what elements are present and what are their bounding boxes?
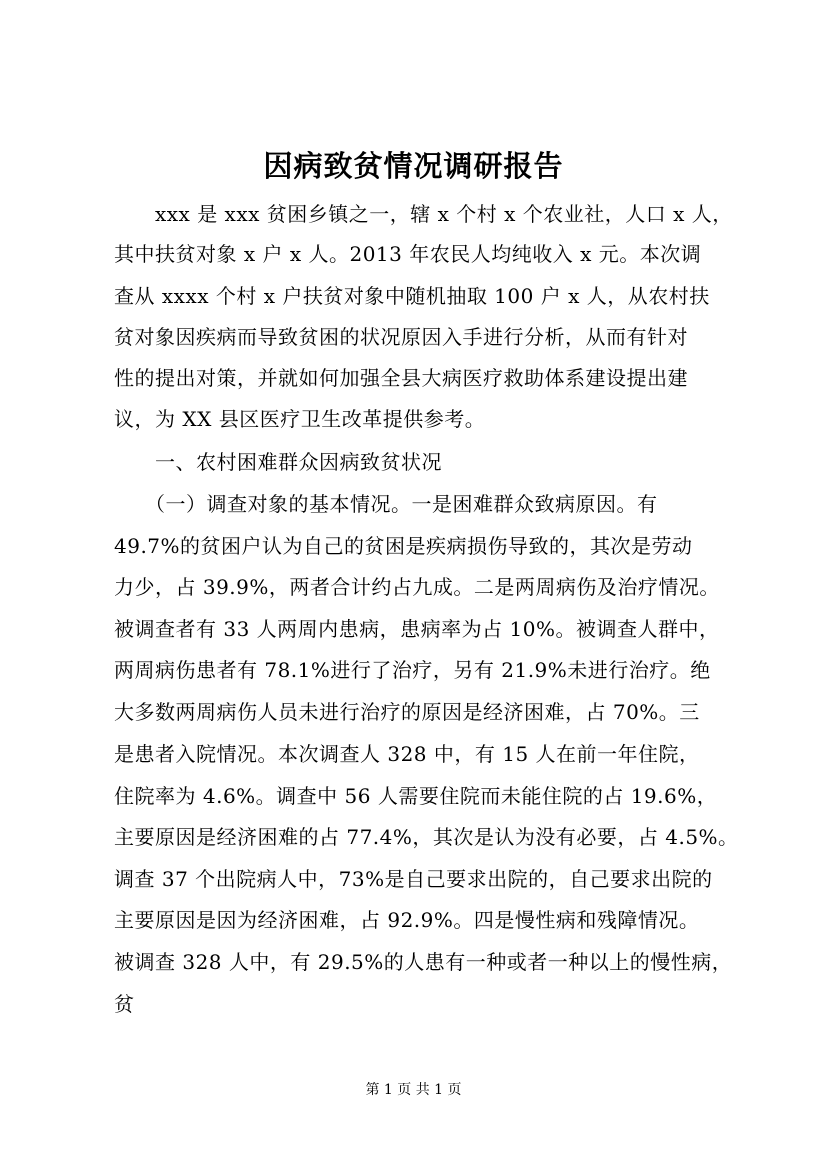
body-line: 贫对象因疾病而导致贫困的状况原因入手进行分析，从而有针对 xyxy=(114,325,688,349)
body-line: 性的提出对策，并就如何加强全县大病医疗救助体系建设提出建 xyxy=(114,366,688,390)
body-line: 被调查 328 人中，有 29.5%的人患有一种或者一种以上的慢性病， xyxy=(114,950,733,974)
body-line: 被调查者有 33 人两周内患病，患病率为占 10%。被调查人群中， xyxy=(114,617,720,641)
body-line: 大多数两周病伤人员未进行治疗的原因是经济困难，占 70%。三 xyxy=(114,700,700,724)
page-footer: 第 1 页 共 1 页 xyxy=(365,1082,462,1098)
body-line: 议，为 XX 县区医疗卫生改革提供参考。 xyxy=(114,407,486,431)
body-line: 两周病伤患者有 78.1%进行了治疗，另有 21.9%未进行治疗。绝 xyxy=(114,658,711,682)
body-line: 住院率为 4.6%。调查中 56 人需要住院而未能住院的占 19.6%， xyxy=(114,784,718,808)
body-line: 主要原因是因为经济困难，占 92.9%。四是慢性病和残障情况。 xyxy=(114,908,700,932)
section-heading: 一、农村困难群众因病致贫状况 xyxy=(114,450,442,474)
body-line: 49.7%的贫困户认为自己的贫困是疾病损伤导致的，其次是劳动 xyxy=(114,534,693,558)
body-line: 力少，占 39.9%，两者合计约占九成。二是两周病伤及治疗情况。 xyxy=(114,575,720,599)
body-line: （一）调查对象的基本情况。一是困难群众致病原因。有 xyxy=(114,492,658,516)
body-line: 贫 xyxy=(114,992,135,1016)
body-line: 其中扶贫对象 x 户 x 人。2013 年农民人均纯收入 x 元。本次调 xyxy=(114,242,702,266)
body-line: 主要原因是经济困难的占 77.4%，其次是认为没有必要，占 4.5%。 xyxy=(114,825,739,849)
body-line: 是患者入院情况。本次调查人 328 中，有 15 人在前一年住院， xyxy=(114,742,700,766)
body-line: xxx 是 xxx 贫困乡镇之一，辖 x 个村 x 个农业社，人口 x 人， xyxy=(114,202,733,226)
body-line: 查从 xxxx 个村 x 户扶贫对象中随机抽取 100 户 x 人，从农村扶 xyxy=(114,284,710,308)
document-title: 因病致贫情况调研报告 xyxy=(263,149,564,183)
body-line: 调查 37 个出院病人中，73%是自己要求出院的，自己要求出院的 xyxy=(114,867,713,891)
